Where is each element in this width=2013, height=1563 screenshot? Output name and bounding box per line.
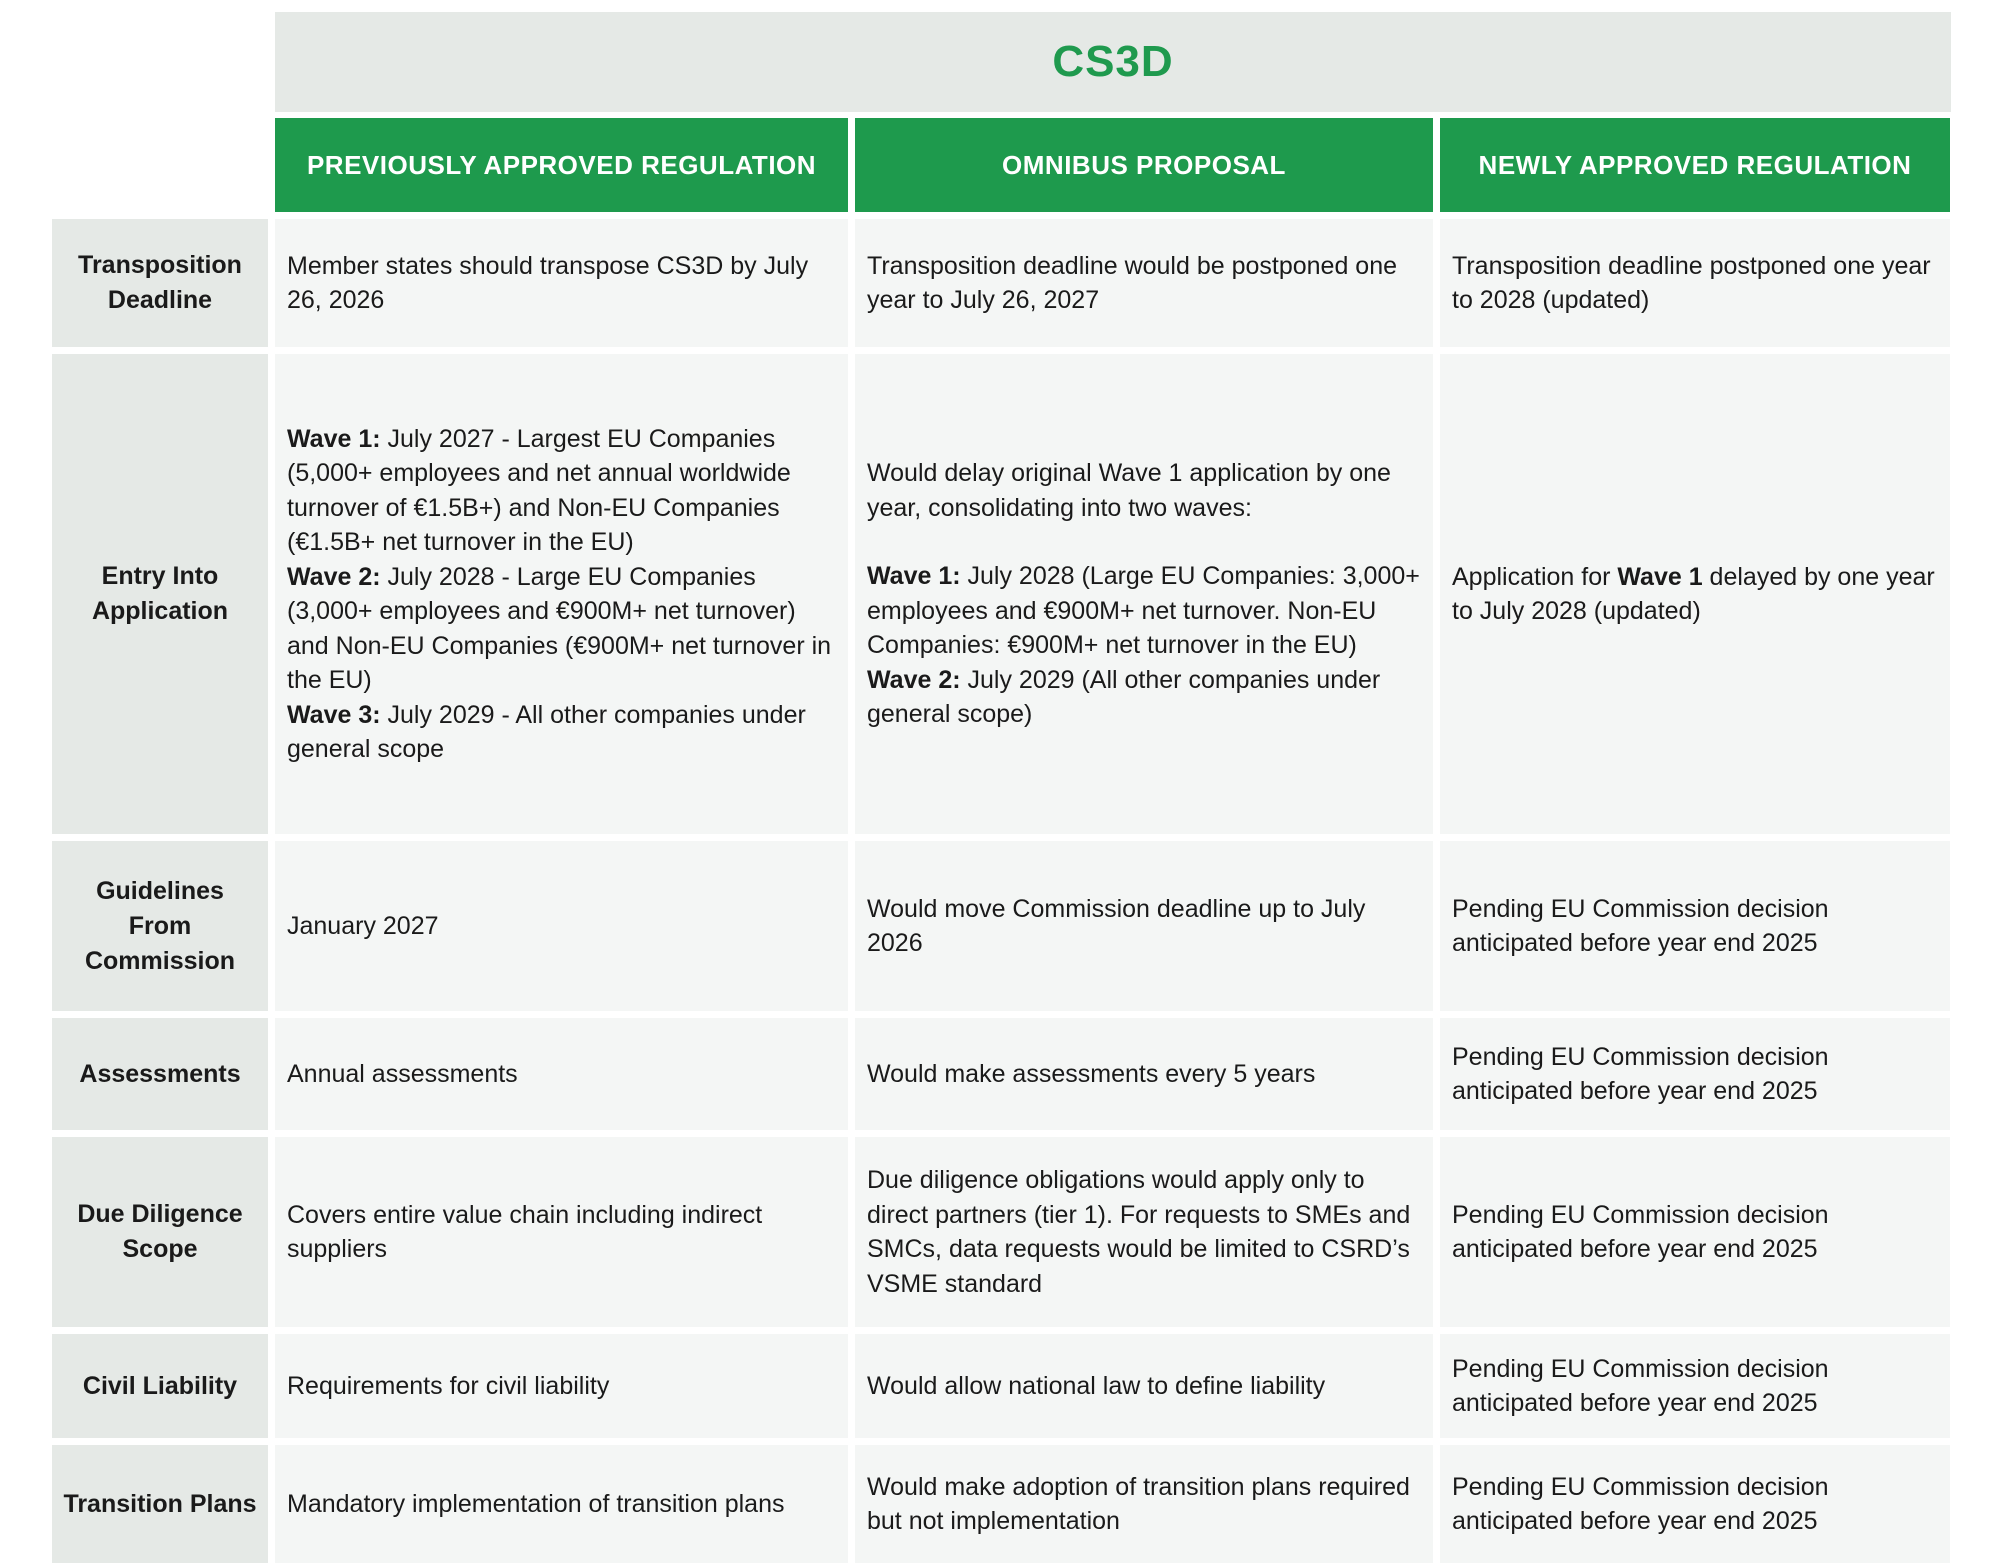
cell-text xyxy=(1452,560,1938,629)
wave-3-label: Wave 3: xyxy=(287,700,381,729)
cell-transposition-omnibus xyxy=(855,219,1433,347)
cell-text: Requirements for civil liability xyxy=(287,1371,610,1400)
row-header-transposition: Transposition Deadline xyxy=(52,219,268,347)
wave-1-label: Wave 1: xyxy=(287,424,381,453)
cell-text: Pending EU Commission decision anticipated before year end 2025 xyxy=(1452,894,1829,957)
column-header-previous: PREVIOUSLY APPROVED REGULATION xyxy=(275,118,848,212)
spacer xyxy=(867,525,1421,559)
row-header-guidelines: Guidelines From Commission xyxy=(52,841,268,1011)
cell-text: Member states should transpose CS3D by July 26, 2026 xyxy=(287,251,809,314)
cell-text: Pending EU Commission decision anticipated before year end 2025 xyxy=(1452,1354,1829,1417)
wave-3-text: July 2029 - All other companies under general scope xyxy=(287,700,806,763)
wave-2-text: July 2028 - Large EU Companies (3,000+ employees and €900M+ net turnover) and Non-EU Companies (€900M+ net turnover in the EU) xyxy=(287,562,832,694)
cell-transposition-previous xyxy=(275,219,848,347)
cell-text: Transposition deadline would be postponed one year to July 26, 2027 xyxy=(867,251,1398,314)
cell-text: Pending EU Commission decision anticipated before year end 2025 xyxy=(1452,1200,1829,1263)
cell-transition-plans-omnibus xyxy=(855,1445,1433,1563)
row-header-due-diligence: Due Diligence Scope xyxy=(52,1137,268,1327)
cell-text xyxy=(867,456,1421,732)
cell-assessments-previous xyxy=(275,1018,848,1130)
cell-text: Annual assessments xyxy=(287,1059,518,1088)
cell-text: Would allow national law to define liability xyxy=(867,1371,1326,1400)
wave-1-label: Wave 1: xyxy=(867,562,961,591)
comparison-table xyxy=(52,118,1951,1563)
table-corner xyxy=(52,118,268,212)
cell-text: Transposition deadline postponed one year to 2028 (updated) xyxy=(1452,251,1931,314)
wave-2-label: Wave 2: xyxy=(867,665,961,694)
cell-text: Due diligence obligations would apply only to direct partners (tier 1). For requests to SMEs and SMCs, data requests would be limited to CSRD’s VSME standard xyxy=(867,1166,1411,1298)
cell-text: Would move Commission deadline up to July 2026 xyxy=(867,894,1366,957)
cell-due-diligence-omnibus xyxy=(855,1137,1433,1327)
cell-entry-omnibus xyxy=(855,354,1433,834)
cell-entry-previous xyxy=(275,354,848,834)
cell-text xyxy=(287,422,836,767)
wave-1-text: July 2028 (Large EU Companies: 3,000+ employees and €900M+ net turnover. Non-EU Companies: €900M+ net turnover in the EU) xyxy=(867,562,1420,660)
newly-wave-label: Wave 1 xyxy=(1617,562,1703,591)
omnibus-intro: Would delay original Wave 1 application by one year, consolidating into two waves: xyxy=(867,459,1391,522)
cell-text: Pending EU Commission decision anticipated before year end 2025 xyxy=(1452,1042,1829,1105)
wave-1-text: July 2027 - Largest EU Companies (5,000+ employees and net annual worldwide turnover of €1.5B+) and Non-EU Companies (€1.5B+ net turnover in the EU) xyxy=(287,424,791,556)
cell-guidelines-omnibus xyxy=(855,841,1433,1011)
cell-entry-newly xyxy=(1440,354,1950,834)
row-header-entry: Entry Into Application xyxy=(52,354,268,834)
cell-civil-liability-newly xyxy=(1440,1334,1950,1438)
row-header-transition-plans: Transition Plans xyxy=(52,1445,268,1563)
cell-guidelines-previous xyxy=(275,841,848,1011)
cell-due-diligence-newly xyxy=(1440,1137,1950,1327)
table-title-bar xyxy=(275,12,1951,112)
cell-civil-liability-omnibus xyxy=(855,1334,1433,1438)
column-header-omnibus: OMNIBUS PROPOSAL xyxy=(855,118,1433,212)
row-header-civil-liability: Civil Liability xyxy=(52,1334,268,1438)
cell-text: Would make adoption of transition plans required but not implementation xyxy=(867,1472,1410,1535)
cell-text: Would make assessments every 5 years xyxy=(867,1059,1316,1088)
cell-transition-plans-previous xyxy=(275,1445,848,1563)
cell-text: Mandatory implementation of transition plans xyxy=(287,1489,785,1518)
cell-assessments-newly xyxy=(1440,1018,1950,1130)
cell-guidelines-newly xyxy=(1440,841,1950,1011)
newly-pre: Application for xyxy=(1452,562,1618,591)
cell-text: Covers entire value chain including indirect suppliers xyxy=(287,1200,763,1263)
cell-assessments-omnibus xyxy=(855,1018,1433,1130)
newly-post: delayed by one year to July 2028 (updated) xyxy=(1452,562,1935,625)
cell-transition-plans-newly xyxy=(1440,1445,1950,1563)
cell-transposition-newly xyxy=(1440,219,1950,347)
wave-2-label: Wave 2: xyxy=(287,562,381,591)
column-header-newly: NEWLY APPROVED REGULATION xyxy=(1440,118,1950,212)
cell-text: Pending EU Commission decision anticipated before year end 2025 xyxy=(1452,1472,1829,1535)
cell-civil-liability-previous xyxy=(275,1334,848,1438)
wave-2-text: July 2029 (All other companies under general scope) xyxy=(867,665,1381,729)
cell-text: January 2027 xyxy=(287,911,439,940)
row-header-assessments: Assessments xyxy=(52,1018,268,1130)
cell-due-diligence-previous xyxy=(275,1137,848,1327)
table-title: CS3D xyxy=(1052,37,1174,86)
